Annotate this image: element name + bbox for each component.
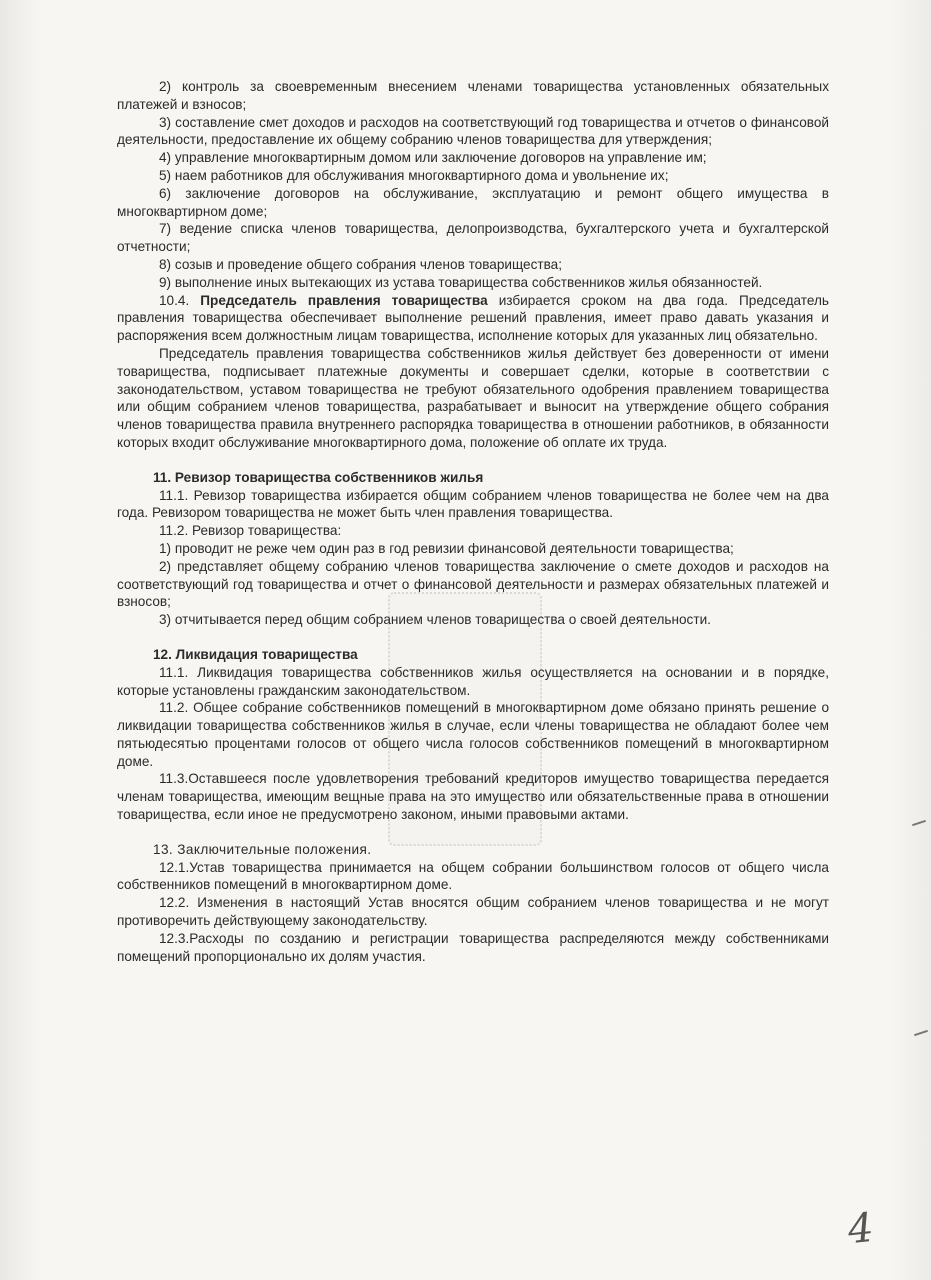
list-item-4: 4) управление многоквартирным домом или заключение договоров на управление им;: [159, 150, 707, 166]
page-number: 4: [845, 1204, 876, 1254]
paragraph-number: 10.4.: [159, 292, 190, 308]
section-11-title: 11. Ревизор товарищества собственников жилья: [153, 469, 484, 485]
section-12-item: 11.2. Общее собрание собственников помещений в многоквартирном доме обязано принять решение о ликвидации товарищества собственников жилья в случае, если члены товарищества не обладают более чем пятьюдесятью процентами голосов от общего числа голосов собственников помещений в многоквартирном доме.: [117, 700, 829, 769]
list-item-9: 9) выполнение иных вытекающих из устава товарищества собственников жилья обязанностей.: [159, 274, 763, 290]
list-item-8: 8) созыв и проведение общего собрания членов товарищества;: [159, 256, 562, 272]
list-item-6: 6) заключение договоров на обслуживание, эксплуатацию и ремонт общего имущества в многоквартирном доме;: [117, 185, 829, 219]
section-13-item: 12.1.Устав товарищества принимается на общем собрании большинством голосов от общего числа собственников помещений в многоквартирном доме.: [117, 859, 829, 893]
chairman-heading: Председатель правления товарищества: [200, 292, 488, 308]
document-body: [117, 78, 829, 965]
list-item-3: 3) составление смет доходов и расходов на соответствующий год товарищества и отчетов о финансовой деятельности, предоставление их общему собранию членов товарищества для утверждения;: [117, 114, 829, 148]
paragraph-10-4: [117, 292, 829, 345]
list-item-2: 2) контроль за своевременным внесением членами товарищества установленных обязательных платежей и взносов;: [117, 79, 829, 112]
section-12-item: 11.3.Оставшееся после удовлетворения требований кредиторов имущество товарищества передается членам товарищества, имеющим вещные права на это имущество или обязательственные права в отношении товарищества, если иное не предусмотрено законом, иными правовыми актами.: [117, 771, 829, 823]
section-11-item: 3) отчитывается перед общим собранием членов товарищества о своей деятельности.: [159, 612, 711, 628]
section-12-item: 11.1. Ликвидация товарищества собственников жилья осуществляется на основании и в порядке, которые установлены гражданским законодательством.: [117, 664, 829, 698]
scan-edge-mark: [914, 1030, 928, 1036]
section-12-title: 12. Ликвидация товарищества: [153, 646, 358, 662]
paragraph-text: избирается сроком на два года. Председатель правления товарищества обеспечивает выполнение решений правления, имеет право давать указания и распоряжения всем должностным лицам товарищества, исполнение которых для указанных лиц обязательно.: [117, 292, 830, 344]
section-11-item: 1) проводит не реже чем один раз в год ревизии финансовой деятельности товарищества;: [159, 540, 734, 556]
section-13-item: 12.3.Расходы по созданию и регистрации товарищества распределяются между собственниками помещений пропорционально их долям участия.: [117, 930, 829, 964]
paragraph-chairman-powers: Председатель правления товарищества собственников жилья действует без доверенности от имени товарищества, подписывает платежные документы и совершает сделки, которые в соответствии с законодательством, уставом товарищества не требуют обязательного одобрения правлением товарищества или общим собранием членов товарищества, разрабатывает и выносит на утверждение общего собрания членов товарищества правила внутреннего распорядка товарищества в отношении работников, в обязанности которых входит обслуживание многоквартирного дома, положение об оплате их труда.: [117, 345, 829, 450]
scan-edge-mark: [912, 820, 926, 826]
list-item-7: 7) ведение списка членов товарищества, делопроизводства, бухгалтерского учета и бухгалтерской отчетности;: [117, 221, 829, 255]
section-13-title: 13. Заключительные положения.: [153, 841, 372, 857]
list-item-5: 5) наем работников для обслуживания многоквартирного дома и увольнение их;: [159, 167, 669, 183]
section-11-item: 11.1. Ревизор товарищества избирается общим собранием членов товарищества не более чем на два года. Ревизором товарищества не может быть член правления товарищества.: [117, 487, 829, 521]
section-11-item: 11.2. Ревизор товарищества:: [159, 523, 342, 539]
section-11-item: 2) представляет общему собранию членов товарищества заключение о смете доходов и расходов на соответствующий год товарищества и отчет о финансовой деятельности и размерах обязательных платежей и взносов;: [117, 558, 829, 610]
section-13-item: 12.2. Изменения в настоящий Устав вносятся общим собранием членов товарищества и не могут противоречить действующему законодательству.: [117, 895, 829, 929]
